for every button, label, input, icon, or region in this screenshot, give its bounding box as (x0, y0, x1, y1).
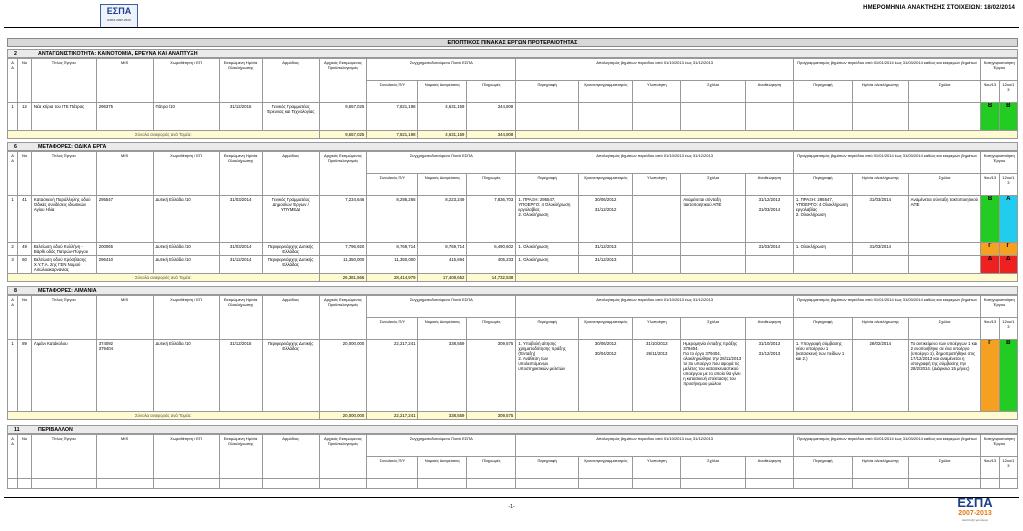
row-progress-schedule: 31/12/2013 (578, 256, 633, 274)
projects-table (7, 58, 1018, 139)
progress-revision-header: Αναθεώρηση (746, 318, 794, 340)
row-plan-desc: 1. Ολοκλήρωση (793, 243, 852, 256)
table-row (8, 340, 1018, 412)
espa-logo-sub: ΕΣΠΑ 2007-2013 (107, 18, 131, 22)
empty-cell (578, 479, 633, 489)
row-planned: 31/03/2014 (219, 196, 262, 243)
section-header (7, 286, 1018, 295)
plan-comments-header: Σχόλια (908, 81, 981, 103)
row-initial-budget: 7,234,646 (319, 196, 367, 243)
projects-table (7, 151, 1018, 282)
progress-schedule-header: Χρονοπρογραμματισμός (578, 318, 633, 340)
col-aa-header: ΑΑ (8, 59, 18, 103)
progress-revision-header: Αναθεώρηση (746, 174, 794, 196)
row-progress-implementation (633, 196, 681, 243)
row-payments: 405,233 (467, 256, 516, 274)
category-badge-oct13: Γ (981, 243, 999, 256)
col-no-header: Νο (18, 59, 32, 103)
progress-group-header: Απολογισμός βημάτων περιόδου από 01/10/2013 έως 31/12/2013 (516, 152, 794, 174)
cofin-group-header: Συγχρηματοδοτούμενο Ποσό ΕΣΠΑ (367, 59, 516, 81)
totals-payments: 309,575 (467, 412, 516, 420)
section-6 (7, 142, 1018, 282)
category-header: Κατηγοριοποίηση Έργου (981, 59, 1018, 81)
category-header: Κατηγοριοποίηση Έργου (981, 435, 1018, 457)
plan-comments-header: Σχόλια (908, 318, 981, 340)
progress-comments-header: Σχόλια (681, 318, 746, 340)
empty-cell (153, 479, 219, 489)
empty-cell (262, 479, 319, 489)
row-commitments: 338,559 (418, 340, 467, 412)
row-payments: 6,490,602 (467, 243, 516, 256)
row-progress-desc: 1. ΠΡΑΞΗ: 295547, ΥΠΟΕΡΓΟ: 4 Ολοκλήρωση εργολαβίας 2. Ολοκλήρωση (516, 196, 579, 243)
total-budget-header: Συνολικός Π/Υ (367, 318, 418, 340)
row-progress-desc: 1. Ολοκλήρωση (516, 256, 579, 274)
empty-cell (681, 479, 746, 489)
empty-cell (852, 479, 908, 489)
empty-cell (8, 479, 18, 489)
totals-commitments: 17,408,652 (418, 274, 467, 282)
row-initial-budget: 11,350,000 (319, 256, 367, 274)
col-responsible-header: Αρμόδιος (262, 59, 319, 103)
total-budget-header: Συνολικός Π/Υ (367, 174, 418, 196)
totals-total-budget: 22,217,241 (367, 412, 418, 420)
retrieval-date-value: 18/02/2014 (983, 5, 1015, 11)
section-header (7, 425, 1018, 434)
plan-desc-header: Περιγραφή (793, 81, 852, 103)
empty-cell (746, 479, 794, 489)
col-title-header: Τίτλος Έργου (31, 296, 96, 340)
section-name: ΑΝΤΑΓΩΝΙΣΤΙΚΟΤΗΤΑ: ΚΑΙΝΟΤΟΜΙΑ, ΕΡΕΥΝΑ ΚΑΙ ΑΝΑΠΤΥΞΗ (38, 51, 198, 57)
progress-implementation-header: Υλοποίηση (633, 174, 681, 196)
commitments-header: Νομικές Δεσμεύσεις (418, 174, 467, 196)
row-total-budget: 7,821,198 (367, 103, 418, 131)
progress-group-header: Απολογισμός βημάτων περιόδου από 01/10/2013 έως 31/12/2013 (516, 296, 794, 318)
row-progress-implementation (633, 243, 681, 256)
progress-implementation-header: Υλοποίηση (633, 81, 681, 103)
col-title-header: Τίτλος Έργου (31, 435, 96, 479)
espa-footer-logo-text: ΕΣΠΑ (957, 495, 993, 510)
row-region: Δυτική Ελλάδα /10 (153, 256, 219, 274)
row-title: Λιμάνι Κατάκολου (31, 340, 96, 412)
projects-table (7, 295, 1018, 420)
empty-cell (31, 479, 96, 489)
progress-schedule-header: Χρονοπρογραμματισμός (578, 457, 633, 479)
row-mis: 296410 (96, 256, 153, 274)
category-badge-dec13: Γ (999, 243, 1017, 256)
category-header: Κατηγοριοποίηση Έργου (981, 152, 1018, 174)
row-plan-comments (908, 256, 981, 274)
row-progress-implementation: 31/10/2013 26/11/2013 (633, 340, 681, 412)
plan-group-header: Προγραμματισμός βημάτων περιόδου από 01/01/2014 έως 31/03/2014 καθώς και εκκρεμών βημάτων (793, 296, 981, 318)
section-name: ΜΕΤΑΦΟΡΕΣ: ΛΙΜΑΝΙΑ (38, 288, 97, 294)
category-badge-oct13: Δ (981, 256, 999, 274)
row-responsible: Γενικός Γραμματέας Έρευνας και Τεχνολογίας (262, 103, 319, 131)
empty-cell (96, 479, 153, 489)
col-planned-header: Εκτιμώμενη Ημ/νία Ολοκλήρωσης (219, 296, 262, 340)
col-aa-header: ΑΑ (8, 152, 18, 196)
row-commitments: 4,631,159 (418, 103, 467, 131)
row-progress-desc: 1. Ολοκλήρωση (516, 243, 579, 256)
empty-cell (999, 479, 1017, 489)
retrieval-date (863, 5, 1015, 11)
plan-date-header: Ημ/νία ολοκλήρωσης (852, 81, 908, 103)
row-payments: 7,836,703 (467, 196, 516, 243)
section-number: 2 (14, 51, 17, 57)
col-no-header: Νο (18, 435, 32, 479)
row-responsible: Περιφερειάρχης Δυτικής Ελλάδας (262, 340, 319, 412)
plan-desc-header: Περιγραφή (793, 318, 852, 340)
col-planned-header: Εκτιμώμενη Ημ/νία Ολοκλήρωσης (219, 435, 262, 479)
progress-schedule-header: Χρονοπρογραμματισμός (578, 174, 633, 196)
row-progress-implementation (633, 256, 681, 274)
totals-initial-budget: 26,381,566 (319, 274, 367, 282)
row-progress-revision: 31/12/2013 31/03/2014 (746, 196, 794, 243)
empty-cell (633, 479, 681, 489)
col-initial-budget-header: Αρχικός Εκτιμώμενος Προϋπολογισμός (319, 59, 367, 103)
row-initial-budget: 20,000,000 (319, 340, 367, 412)
col-responsible-header: Αρμόδιος (262, 435, 319, 479)
row-progress-schedule: 31/12/2013 (578, 243, 633, 256)
row-region: Δυτική Ελλάδα /10 (153, 196, 219, 243)
row-progress-implementation (633, 103, 681, 131)
progress-comments-header: Σχόλια (681, 457, 746, 479)
row-plan-date (852, 103, 908, 131)
row-total-budget: 8,769,714 (367, 243, 418, 256)
totals-label: Σύνολα αναφοράς ανά Τομέα: (8, 131, 320, 139)
row-region: Δυτική Ελλάδα /10 (153, 243, 219, 256)
col-responsible-header: Αρμόδιος (262, 296, 319, 340)
row-no: 49 (18, 243, 32, 256)
col-initial-budget-header: Αρχικός Εκτιμώμενος Προϋπολογισμός (319, 435, 367, 479)
row-planned: 31/03/2014 (219, 243, 262, 256)
espa-logo (100, 4, 138, 28)
totals-label: Σύνολα αναφοράς ανά Τομέα: (8, 412, 320, 420)
cofin-group-header: Συγχρηματοδοτούμενο Ποσό ΕΣΠΑ (367, 435, 516, 457)
row-plan-desc: 1. Υπογραφή σύμβασης νέου υποέργου 1 (κατασκευή των πεδίων 1 και 2.) (793, 340, 852, 412)
row-plan-desc: 1. ΠΡΑΞΗ: 295547, ΥΠΟΕΡΓΟ: 4 Ολοκλήρωση εργολαβίας 2. Ολοκλήρωση (793, 196, 852, 243)
col-aa-header: ΑΑ (8, 296, 18, 340)
row-commitments: 415,694 (418, 256, 467, 274)
row-plan-desc (793, 256, 852, 274)
row-title: Κατασκευή Παράλληλης οδού Οδικές συνδέσεις ιδιωτικών Αγίου Ηλία (31, 196, 96, 243)
row-progress-revision (746, 256, 794, 274)
col-region-header: Χωροθέτηση / ΕΠ (153, 296, 219, 340)
col-region-header: Χωροθέτηση / ΕΠ (153, 435, 219, 479)
section-header (7, 142, 1018, 151)
row-aa: 1 (8, 340, 18, 412)
row-aa: 1 (8, 103, 18, 131)
row-progress-schedule: 30/06/2012 31/12/2012 (578, 196, 633, 243)
row-progress-comments (681, 103, 746, 131)
section-totals-row (8, 131, 1018, 139)
totals-total-budget: 7,821,198 (367, 131, 418, 139)
category-badge-oct13: Β (981, 103, 999, 131)
row-responsible: Γενικός Γραμματέας Δημοσίων Έργων / ΥΠΥΜΕΔΙ (262, 196, 319, 243)
col-planned-header: Εκτιμώμενη Ημ/νία Ολοκλήρωσης (219, 59, 262, 103)
totals-commitments: 338,559 (418, 412, 467, 420)
espa-logo-text: ΕΣΠΑ (106, 6, 132, 16)
section-totals-row (8, 412, 1018, 420)
payments-header: Πληρωμές (467, 174, 516, 196)
plan-group-header: Προγραμματισμός βημάτων περιόδου από 01/01/2014 έως 31/03/2014 καθώς και εκκρεμών βημάτων (793, 59, 981, 81)
cofin-group-header: Συγχρηματοδοτούμενο Ποσό ΕΣΠΑ (367, 296, 516, 318)
plan-date-header: Ημ/νία ολοκλήρωσης (852, 457, 908, 479)
commitments-header: Νομικές Δεσμεύσεις (418, 318, 467, 340)
totals-payments: 14,732,538 (467, 274, 516, 282)
row-region: Δυτική Ελλάδα /10 (153, 340, 219, 412)
plan-comments-header: Σχόλια (908, 457, 981, 479)
row-progress-desc: 1. Υποβολή αίτησης χρηματοδότησης πράξης (Ένταξη) 2. Ανάθεση των υπολειπόμενων υποστηρικτικών μελετών (516, 340, 579, 412)
totals-total-budget: 28,414,979 (367, 274, 418, 282)
row-plan-date: 31/03/2014 (852, 243, 908, 256)
row-planned: 31/12/2015 (219, 103, 262, 131)
cat-dec13-header: 12ου/13 (999, 457, 1017, 479)
table-title: ΕΠΟΠΤΙΚΟΣ ΠΙΝΑΚΑΣ ΕΡΓΩΝ ΠΡΟΤΕΡΑΙΟΤΗΤΑΣ (7, 38, 1018, 47)
espa-footer-logo-sub: ανάπτυξη για όλους (961, 518, 989, 522)
category-badge-dec13: Α (999, 196, 1017, 243)
section-2 (7, 49, 1018, 139)
row-progress-schedule (578, 103, 633, 131)
plan-desc-header: Περιγραφή (793, 174, 852, 196)
col-initial-budget-header: Αρχικός Εκτιμώμενος Προϋπολογισμός (319, 296, 367, 340)
row-aa: 2 (8, 243, 18, 256)
row-no: 89 (18, 340, 32, 412)
row-progress-comments (681, 243, 746, 256)
payments-header: Πληρωμές (467, 318, 516, 340)
cofin-group-header: Συγχρηματοδοτούμενο Ποσό ΕΣΠΑ (367, 152, 516, 174)
empty-row (8, 479, 1018, 489)
projects-table (7, 434, 1018, 489)
row-progress-schedule: 30/06/2012 30/04/2012 (578, 340, 633, 412)
plan-group-header: Προγραμματισμός βημάτων περιόδου από 01/01/2014 έως 31/03/2014 καθώς και εκκρεμών βημάτων (793, 435, 981, 457)
cat-oct13-header: 9ου/13 (981, 457, 999, 479)
row-commitments: 8,223,249 (418, 196, 467, 243)
row-progress-comments (681, 256, 746, 274)
section-8 (7, 286, 1018, 420)
row-initial-budget: 7,796,920 (319, 243, 367, 256)
col-no-header: Νο (18, 152, 32, 196)
empty-cell (219, 479, 262, 489)
category-badge-dec13: Β (999, 340, 1017, 412)
progress-desc-header: Περιγραφή (516, 457, 579, 479)
progress-desc-header: Περιγραφή (516, 318, 579, 340)
section-number: 11 (14, 427, 20, 433)
progress-implementation-header: Υλοποίηση (633, 318, 681, 340)
commitments-header: Νομικές Δεσμεύσεις (418, 81, 467, 103)
empty-cell (908, 479, 981, 489)
cat-oct13-header: 9ου/13 (981, 318, 999, 340)
footer-rule (4, 497, 1019, 498)
retrieval-date-label: ΗΜΕΡΟΜΗΝΙΑ ΑΝΑΚΤΗΣΗΣ ΣΤΟΙΧΕΙΩΝ: (863, 5, 983, 11)
section-header (7, 49, 1018, 58)
col-region-header: Χωροθέτηση / ΕΠ (153, 152, 219, 196)
col-mis-header: MIS (96, 59, 153, 103)
empty-cell (18, 479, 32, 489)
progress-desc-header: Περιγραφή (516, 174, 579, 196)
row-no: 12 (18, 103, 32, 131)
plan-comments-header: Σχόλια (908, 174, 981, 196)
totals-blank (516, 131, 1018, 139)
row-plan-comments (908, 243, 981, 256)
espa-footer-logo-years: 2007-2013 (958, 510, 992, 517)
progress-revision-header: Αναθεώρηση (746, 457, 794, 479)
row-plan-desc (793, 103, 852, 131)
section-number: 8 (14, 288, 17, 294)
totals-initial-budget: 20,000,000 (319, 412, 367, 420)
category-badge-oct13: Β (981, 196, 999, 243)
cat-dec13-header: 12ου/13 (999, 81, 1017, 103)
col-responsible-header: Αρμόδιος (262, 152, 319, 196)
cat-oct13-header: 9ου/13 (981, 174, 999, 196)
progress-group-header: Απολογισμός βημάτων περιόδου από 01/10/2013 έως 31/12/2013 (516, 435, 794, 457)
table-row (8, 256, 1018, 274)
row-no: 60 (18, 256, 32, 274)
row-mis: 374092 379404 (96, 340, 153, 412)
cat-dec13-header: 12ου/13 (999, 318, 1017, 340)
row-responsible: Περιφερειάρχης Δυτικής Ελλάδας (262, 256, 319, 274)
col-title-header: Τίτλος Έργου (31, 59, 96, 103)
plan-group-header: Προγραμματισμός βημάτων περιόδου από 01/01/2014 έως 31/03/2014 καθώς και εκκρεμών βημάτων (793, 152, 981, 174)
progress-implementation-header: Υλοποίηση (633, 457, 681, 479)
col-no-header: Νο (18, 296, 32, 340)
category-header: Κατηγοριοποίηση Έργου (981, 296, 1018, 318)
totals-label: Σύνολα αναφοράς ανά Τομέα: (8, 274, 320, 282)
row-plan-date (852, 256, 908, 274)
section-11 (7, 425, 1018, 489)
row-responsible: Περιφερειάρχης Δυτικής Ελλάδας (262, 243, 319, 256)
col-aa-header: ΑΑ (8, 435, 18, 479)
row-aa: 3 (8, 256, 18, 274)
row-progress-revision: 31/03/2014 (746, 243, 794, 256)
row-title: Νέα κτίρια του ΙΤΕ Πάτρας (31, 103, 96, 131)
progress-comments-header: Σχόλια (681, 174, 746, 196)
row-title: Βελτίωση οδού πρόσβασης Χ.Υ.Τ.Α. 2ης ΓΕΝ Νομού Αιτωλοακαρνανίας (31, 256, 96, 274)
section-name: ΜΕΤΑΦΟΡΕΣ: ΟΔΙΚΑ ΕΡΓΑ (38, 144, 107, 150)
table-row (8, 103, 1018, 131)
plan-date-header: Ημ/νία ολοκλήρωσης (852, 318, 908, 340)
row-progress-revision: 31/10/2013 31/12/2013 (746, 340, 794, 412)
section-totals-row (8, 274, 1018, 282)
empty-cell (516, 479, 579, 489)
table-row (8, 243, 1018, 256)
total-budget-header: Συνολικός Π/Υ (367, 81, 418, 103)
empty-cell (418, 479, 467, 489)
row-initial-budget: 9,657,025 (319, 103, 367, 131)
row-total-budget: 22,217,241 (367, 340, 418, 412)
category-badge-oct13: Γ (981, 340, 999, 412)
empty-cell (367, 479, 418, 489)
category-badge-dec13: Δ (999, 256, 1017, 274)
col-title-header: Τίτλος Έργου (31, 152, 96, 196)
totals-blank (516, 274, 1018, 282)
empty-cell (319, 479, 367, 489)
row-progress-desc (516, 103, 579, 131)
empty-cell (793, 479, 852, 489)
row-planned: 31/12/2015 (219, 340, 262, 412)
payments-header: Πληρωμές (467, 457, 516, 479)
row-plan-comments: Το αντικείμενο των υποέργων 1 και 2 ενοποιήθηκε σε ένα υποέργο (υποέργο 1), δημοπρατήθηκε στις 17/12/2013 και αναμένεται η υπογραφή της σύμβασης την 28/2/2014. (Διάρκεια 15 μήνες) (908, 340, 981, 412)
cat-dec13-header: 12ου/13 (999, 174, 1017, 196)
header-rule (4, 27, 1019, 28)
row-plan-date: 31/03/2014 (852, 196, 908, 243)
table-row (8, 196, 1018, 243)
row-aa: 1 (8, 196, 18, 243)
plan-desc-header: Περιγραφή (793, 457, 852, 479)
totals-payments: 344,808 (467, 131, 516, 139)
row-plan-comments (908, 103, 981, 131)
row-plan-comments: Αναμένεται σύνταξη τακτοποιητικού ΑΠΕ (908, 196, 981, 243)
row-payments: 344,808 (467, 103, 516, 131)
row-payments: 309,575 (467, 340, 516, 412)
row-title: Βελτίωση οδού Κυλλήνη - Βάρθι οδός Πατρών-Πύργου (31, 243, 96, 256)
row-region: Πάτρα /10 (153, 103, 219, 131)
col-planned-header: Εκτιμώμενη Ημ/νία Ολοκλήρωσης (219, 152, 262, 196)
progress-schedule-header: Χρονοπρογραμματισμός (578, 81, 633, 103)
row-total-budget: 8,295,265 (367, 196, 418, 243)
row-no: 41 (18, 196, 32, 243)
row-progress-revision (746, 103, 794, 131)
empty-cell (467, 479, 516, 489)
section-number: 6 (14, 144, 17, 150)
empty-cell (981, 479, 999, 489)
row-mis: 200065 (96, 243, 153, 256)
payments-header: Πληρωμές (467, 81, 516, 103)
row-planned: 31/12/2014 (219, 256, 262, 274)
progress-revision-header: Αναθεώρηση (746, 81, 794, 103)
progress-group-header: Απολογισμός βημάτων περιόδου από 01/10/2013 έως 31/12/2013 (516, 59, 794, 81)
plan-date-header: Ημ/νία ολοκλήρωσης (852, 174, 908, 196)
category-badge-dec13: Β (999, 103, 1017, 131)
row-progress-comments: Αναμένεται σύνταξη τακτοποιητικού ΑΠΕ (681, 196, 746, 243)
progress-desc-header: Περιγραφή (516, 81, 579, 103)
total-budget-header: Συνολικός Π/Υ (367, 457, 418, 479)
row-mis: 295547 (96, 196, 153, 243)
col-region-header: Χωροθέτηση / ΕΠ (153, 59, 219, 103)
row-total-budget: 11,350,000 (367, 256, 418, 274)
row-plan-date: 28/02/2014 (852, 340, 908, 412)
commitments-header: Νομικές Δεσμεύσεις (418, 457, 467, 479)
col-initial-budget-header: Αρχικός Εκτιμώμενος Προϋπολογισμός (319, 152, 367, 196)
page-number: -1- (508, 504, 515, 510)
cat-oct13-header: 9ου/13 (981, 81, 999, 103)
espa-footer-logo (945, 496, 1005, 526)
col-mis-header: MIS (96, 296, 153, 340)
totals-commitments: 4,631,159 (418, 131, 467, 139)
row-progress-comments: Ημερομηνία ένταξης πράξης 379404. Για το έργο 379404, ολοκληρώθηκε την 28/11/2013 το 3ο υποέργο που αφορά τις μελέτες του κατασκευαστικού υποέργου με το οποίο θα γίνει η κατασκευή επέκτασης του προσήνεμου μώλου (681, 340, 746, 412)
row-mis: 296375 (96, 103, 153, 131)
progress-comments-header: Σχόλια (681, 81, 746, 103)
row-commitments: 8,769,714 (418, 243, 467, 256)
col-mis-header: MIS (96, 435, 153, 479)
totals-blank (516, 412, 1018, 420)
section-name: ΠΕΡΙΒΑΛΛΟΝ (38, 427, 73, 433)
col-mis-header: MIS (96, 152, 153, 196)
totals-initial-budget: 9,657,025 (319, 131, 367, 139)
